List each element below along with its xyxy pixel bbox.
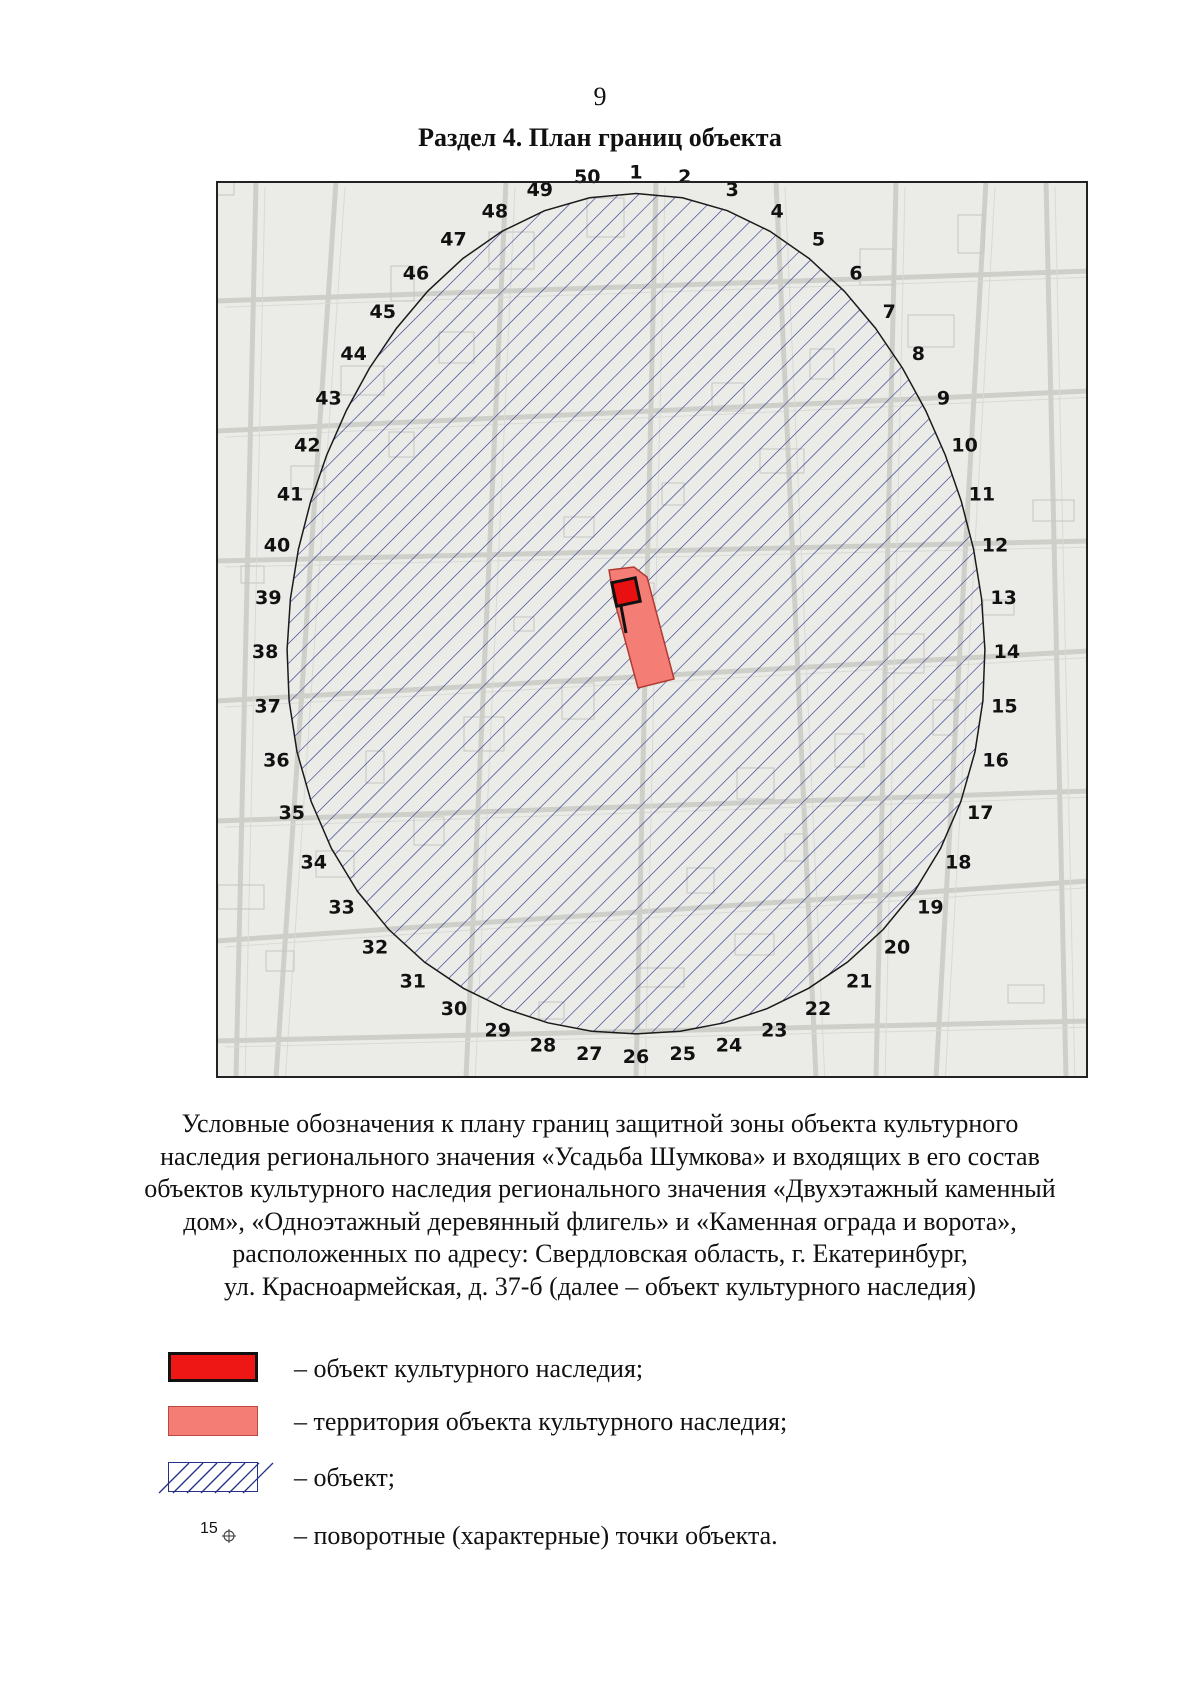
caption-line: ул. Красноармейская, д. 37-б (далее – объект культурного наследия): [224, 1271, 976, 1301]
legend-label: – поворотные (характерные) точки объекта.: [294, 1521, 778, 1550]
turning-point-label: 28: [529, 1034, 557, 1057]
turning-point-label: 44: [340, 342, 367, 365]
turning-point-label: 50: [573, 166, 601, 188]
turning-point-label: 18: [945, 851, 972, 874]
turning-point-label: 42: [294, 434, 321, 457]
turning-point-label: 20: [883, 936, 911, 959]
legend-item-turning-point: [0, 1520, 1200, 1560]
legend-item-protection-zone: [0, 1462, 1200, 1502]
turning-point-label: 47: [440, 228, 467, 251]
turning-point-label: 41: [276, 483, 304, 506]
turning-point-label: 39: [255, 587, 282, 610]
turning-point-label: 4: [770, 200, 784, 223]
turning-point-label: 27: [576, 1043, 603, 1065]
legend-label: – объект;: [294, 1463, 395, 1492]
caption-line: наследия регионального значения «Усадьба Шумкова» и входящих в его состав: [160, 1141, 1040, 1171]
boundary-map-svg: [216, 161, 1088, 1078]
turning-point-label: 45: [369, 301, 396, 323]
page-title: Раздел 4. План границ объекта: [418, 123, 782, 152]
caption-line: Условные обозначения к плану границ защитной зоны объекта культурного: [181, 1109, 1019, 1138]
caption-line: дом», «Одноэтажный деревянный флигель» и «Каменная ограда и ворота»,: [183, 1206, 1017, 1236]
legend-item-heritage-territory: [0, 1406, 1200, 1446]
salmon-filled-rectangle: [168, 1406, 258, 1436]
caption-line: объектов культурного наследия регионального значения «Двухэтажный каменный: [144, 1174, 1056, 1203]
turning-point-label: 12: [981, 534, 1009, 557]
page-number: 9: [593, 82, 607, 111]
turning-point-label: 36: [263, 749, 290, 772]
crosshair-point-icon: [200, 1520, 260, 1560]
turning-point-label: 15: [991, 695, 1018, 718]
turning-point-label: 31: [399, 970, 427, 993]
turning-point-label: 43: [315, 387, 342, 410]
turning-point-label: 5: [811, 228, 826, 251]
turning-point-label: 7: [882, 301, 896, 323]
turning-point-label: 17: [966, 802, 994, 824]
turning-point-label: 14: [993, 641, 1021, 664]
turning-point-label: 11: [968, 483, 996, 506]
turning-point-label: 37: [254, 695, 281, 718]
turning-point-label: 32: [361, 936, 389, 959]
red-filled-rectangle: [168, 1352, 258, 1382]
turning-point-label: 30: [440, 998, 468, 1021]
turning-point-label: 33: [328, 896, 355, 919]
turning-point-label: 2: [678, 166, 692, 188]
turning-point-label: 25: [669, 1043, 696, 1065]
turning-point-label: 13: [990, 587, 1017, 610]
turning-point-label: 3: [725, 179, 739, 202]
turning-point-label: 1: [629, 161, 643, 184]
turning-point-label: 22: [804, 998, 832, 1021]
turning-point-label: 49: [526, 179, 554, 202]
turning-point-label: 46: [402, 262, 430, 285]
turning-point-label: 19: [917, 896, 944, 919]
turning-point-label: 21: [845, 970, 873, 993]
legend-label: – объект культурного наследия;: [294, 1354, 644, 1383]
legend-label: – территория объекта культурного наследия;: [294, 1407, 788, 1436]
turning-point-label: 29: [484, 1019, 511, 1042]
turning-point-label: 48: [481, 200, 509, 223]
turning-point-label: 10: [951, 434, 978, 457]
caption-line: расположенных по адресу: Свердловская область, г. Екатеринбург,: [232, 1239, 968, 1268]
turning-point-label: 9: [936, 387, 951, 410]
turning-point-label: 16: [982, 749, 1009, 772]
legend-caption: [120, 1108, 1080, 1303]
turning-point-label: 6: [849, 262, 863, 285]
heritage-object: [612, 578, 640, 606]
turning-point-label: 26: [622, 1045, 650, 1068]
turning-point-label: 34: [300, 851, 327, 874]
turning-point-label: 24: [715, 1034, 743, 1057]
turning-point-label: 35: [278, 802, 306, 824]
turning-point-label: 38: [251, 641, 279, 664]
boundary-map: [216, 161, 1088, 1078]
turning-point-label: 40: [263, 534, 291, 557]
hatched-rectangle: [168, 1462, 258, 1492]
legend-item-heritage-object: [0, 1352, 1200, 1392]
turning-point-label: 8: [911, 342, 926, 365]
turning-point-label: 23: [761, 1019, 788, 1042]
turning-point-sample-number: 15: [200, 1520, 218, 1537]
